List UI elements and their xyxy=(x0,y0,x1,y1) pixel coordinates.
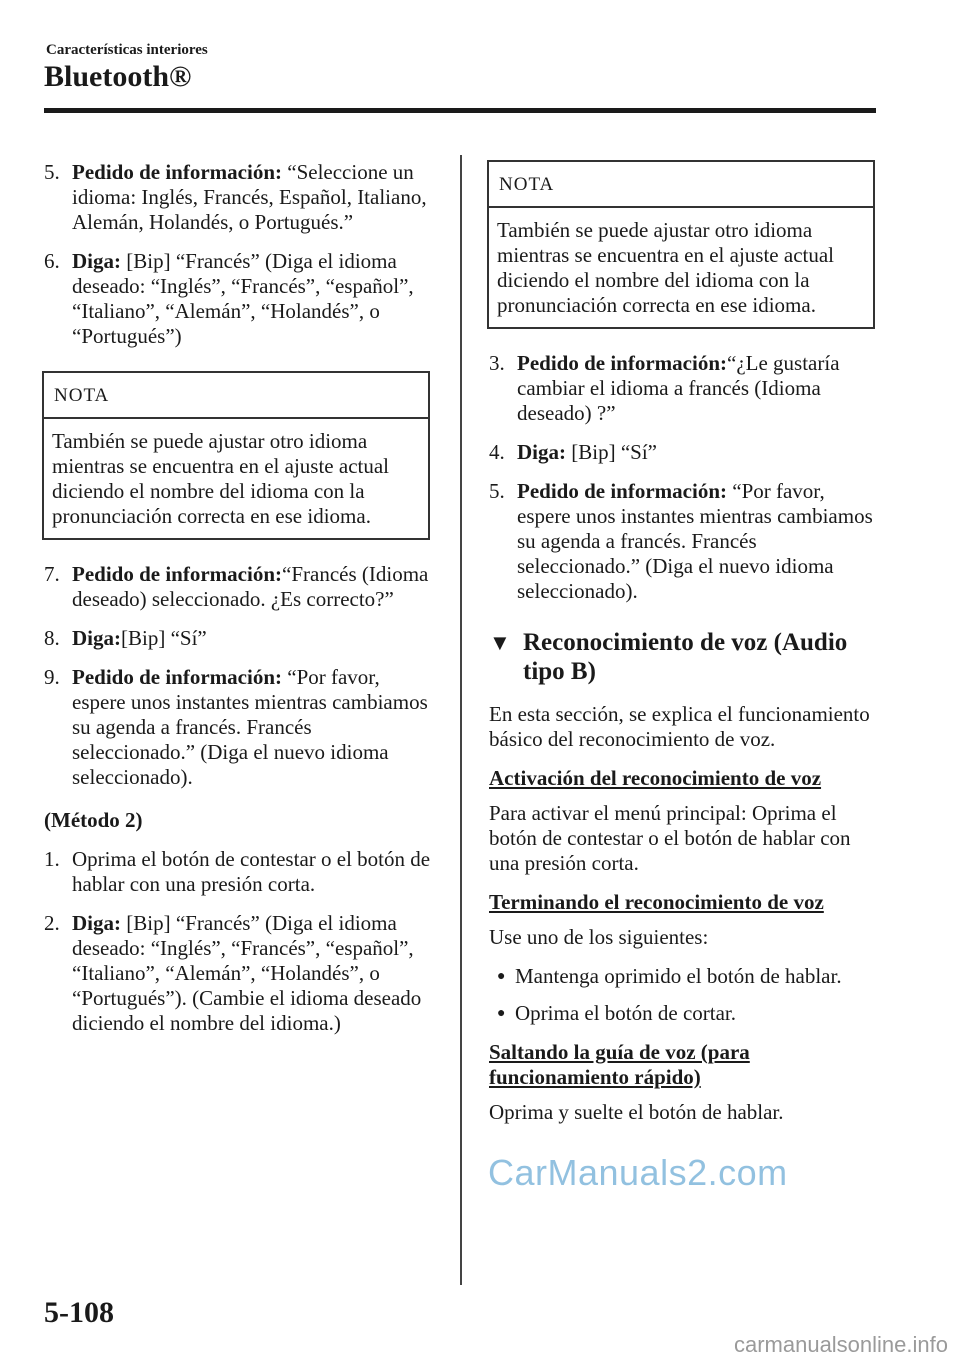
watermark: CarManuals2.com xyxy=(488,1152,788,1193)
chapter-title: Bluetooth® xyxy=(44,60,192,93)
skipping-heading: Saltando la guía de voz (para funcionamiento rápido) xyxy=(489,1040,750,1089)
skipping-text: Oprima y suelte el botón de hablar. xyxy=(489,1100,784,1124)
step-text: [Bip] “Francés” (Diga el idioma deseado: “Inglés”, “Francés”, “español”, “Italiano”, “Alemán”, “Holandés”, o “Portugués”). (Cambie el idioma deseado diciendo el nombre del idioma.) xyxy=(72,911,422,1035)
step-number: 9. xyxy=(44,665,60,689)
note-box xyxy=(487,160,875,329)
activation-text: Para activar el menú principal: Oprima el botón de contestar o el botón de hablar con una presión corta. xyxy=(489,801,851,875)
triangle-marker-icon: ▼ xyxy=(489,630,511,655)
step-number: 5. xyxy=(489,479,505,503)
bullet-item xyxy=(489,964,879,989)
activation-heading: Activación del reconocimiento de voz xyxy=(489,766,822,790)
step-text: “¿Le gustaría cambiar el idioma a francés (Idioma deseado) ?” xyxy=(517,351,840,425)
step-lead: Pedido de información: xyxy=(72,665,282,689)
note-heading: NOTA xyxy=(489,162,873,208)
step-text: “Seleccione un idioma: Inglés, Francés, Español, Italiano, Alemán, Holandés, o Portugués.” xyxy=(72,160,427,234)
step-lead: Pedido de información: xyxy=(72,562,282,586)
step-text: “Por favor, espere unos instantes mientras cambiamos su agenda a francés. Francés seleccionado.” (Diga el nuevo idioma seleccionado). xyxy=(72,665,428,789)
column-divider xyxy=(460,155,462,1285)
step-item xyxy=(44,160,434,235)
step-number: 1. xyxy=(44,847,60,871)
step-text: [Bip] “Francés” (Diga el idioma deseado: “Inglés”, “Francés”, “español”, “Italiano”, “Alemán”, “Holandés”, o “Portugués”) xyxy=(72,249,414,348)
bullet-text: Mantenga oprimido el botón de hablar. xyxy=(515,964,842,988)
step-item xyxy=(489,440,879,465)
step-item xyxy=(44,562,434,612)
footer-url: carmanualsonline.info xyxy=(733,1332,948,1357)
step-number: 3. xyxy=(489,351,505,375)
header-rule xyxy=(44,108,876,113)
step-number: 4. xyxy=(489,440,505,464)
note-heading: NOTA xyxy=(44,373,428,419)
section-label: Características interiores xyxy=(46,42,208,58)
step-lead: Pedido de información: xyxy=(517,351,727,375)
step-lead: Diga: xyxy=(72,911,121,935)
step-lead: Diga: xyxy=(72,626,121,650)
bullet-text: Oprima el botón de cortar. xyxy=(515,1001,737,1025)
step-lead: Pedido de información: xyxy=(72,160,282,184)
step-item xyxy=(489,351,879,426)
step-item xyxy=(44,249,434,349)
section-subheading xyxy=(489,628,879,686)
step-number: 8. xyxy=(44,626,60,650)
step-item xyxy=(44,911,434,1036)
step-item xyxy=(44,847,434,897)
subheading-text: Reconocimiento de voz (Audio tipo B) xyxy=(523,629,848,685)
step-item xyxy=(489,479,879,604)
step-lead: Pedido de información: xyxy=(517,479,727,503)
step-text: [Bip] “Sí” xyxy=(121,626,207,650)
step-lead: Diga: xyxy=(517,440,566,464)
step-text: “Por favor, espere unos instantes mientras cambiamos su agenda a francés. Francés seleccionado.” (Diga el nuevo idioma seleccionado). xyxy=(517,479,873,603)
step-item xyxy=(44,665,434,790)
note-body: También se puede ajustar otro idioma mientras se encuentra en el ajuste actual diciendo el nombre del idioma con la pronunciación correcta en ese idioma. xyxy=(52,429,390,528)
ending-heading: Terminando el reconocimiento de voz xyxy=(489,890,824,914)
step-number: 2. xyxy=(44,911,60,935)
method-label: (Método 2) xyxy=(44,808,143,832)
step-text: “Francés (Idioma deseado) seleccionado. ¿Es correcto?” xyxy=(72,562,429,611)
note-box xyxy=(42,371,430,540)
step-number: 6. xyxy=(44,249,60,273)
intro-paragraph: En esta sección, se explica el funcionamiento básico del reconocimiento de voz. xyxy=(489,702,870,751)
step-number: 5. xyxy=(44,160,60,184)
step-item xyxy=(44,626,434,651)
note-body: También se puede ajustar otro idioma mientras se encuentra en el ajuste actual diciendo el nombre del idioma con la pronunciación correcta en ese idioma. xyxy=(497,218,835,317)
step-number: 7. xyxy=(44,562,60,586)
ending-text: Use uno de los siguientes: xyxy=(489,925,709,949)
step-text: Oprima el botón de contestar o el botón de hablar con una presión corta. xyxy=(72,847,431,896)
bullet-dot-icon: ● xyxy=(497,1006,506,1021)
right-column xyxy=(489,160,879,1139)
bullet-dot-icon: ● xyxy=(497,969,506,984)
page-number: 5-108 xyxy=(44,1296,114,1329)
bullet-item xyxy=(489,1001,879,1026)
left-column xyxy=(44,160,434,1050)
step-text: [Bip] “Sí” xyxy=(566,440,657,464)
step-lead: Diga: xyxy=(72,249,121,273)
